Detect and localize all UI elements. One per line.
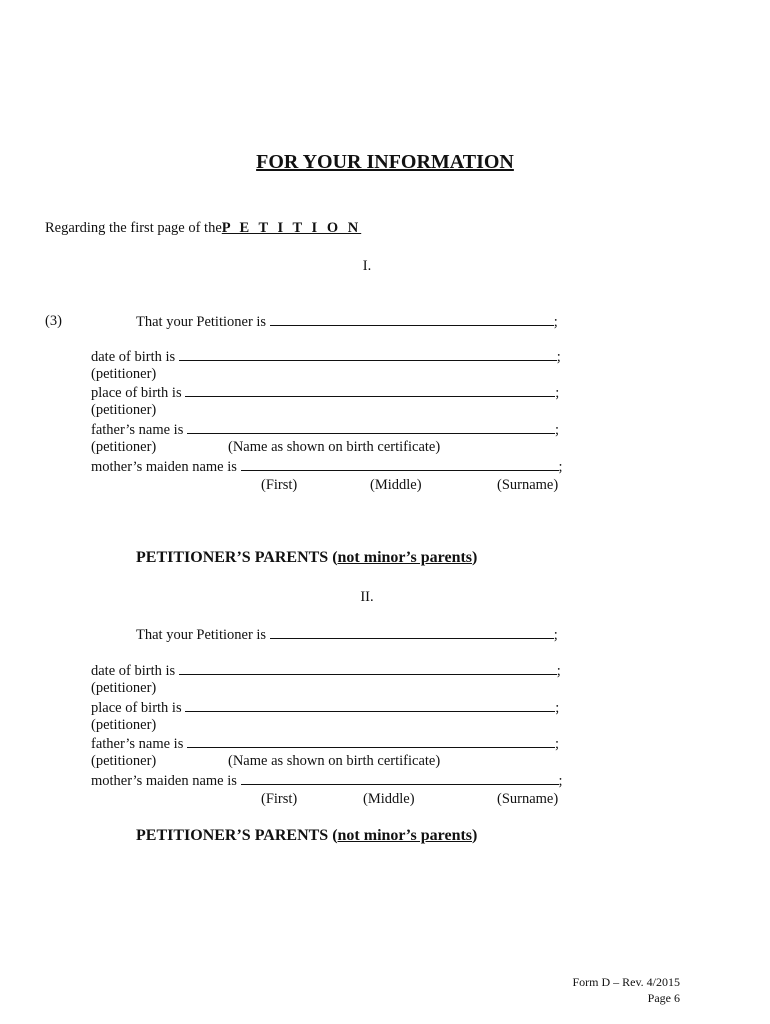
petitioner-label: That your Petitioner is bbox=[136, 627, 267, 643]
heading-text: PETITIONER’S PARENTS ( bbox=[136, 549, 338, 566]
first-note: (First) bbox=[261, 791, 298, 807]
pob-row-2 bbox=[91, 698, 559, 717]
petitioner-note: (petitioner) bbox=[91, 439, 157, 455]
father-label: father’s name is bbox=[91, 736, 184, 752]
name-note: (Name as shown on birth certificate) bbox=[228, 439, 441, 455]
father-label: father’s name is bbox=[91, 422, 184, 438]
surname-note: (Surname) bbox=[497, 477, 559, 493]
item-number: (3) bbox=[45, 313, 62, 329]
mother-blank-1[interactable] bbox=[241, 457, 559, 471]
mother-label: mother’s maiden name is bbox=[91, 459, 237, 475]
name-note: (Name as shown on birth certificate) bbox=[228, 753, 441, 769]
heading-suffix: ) bbox=[472, 549, 478, 566]
petitioner-note: (petitioner) bbox=[91, 753, 157, 769]
intro-text: Regarding the first page of the bbox=[45, 220, 222, 236]
semicolon: ; bbox=[555, 700, 560, 716]
pob-label: place of birth is bbox=[91, 385, 182, 401]
petitioner-note: (petitioner) bbox=[91, 366, 157, 382]
heading-suffix: ) bbox=[472, 827, 478, 844]
mother-blank-2[interactable] bbox=[241, 771, 559, 785]
heading-underlined: not minor’s parents bbox=[337, 827, 473, 844]
semicolon: ; bbox=[554, 422, 559, 438]
father-blank-2[interactable] bbox=[187, 734, 555, 748]
semicolon: ; bbox=[558, 773, 563, 789]
petition-word: P E T I T I O N bbox=[221, 220, 362, 236]
middle-note: (Middle) bbox=[370, 477, 422, 493]
pob-blank-1[interactable] bbox=[185, 383, 555, 397]
father-row-1 bbox=[91, 420, 559, 439]
semicolon: ; bbox=[556, 663, 561, 679]
page-title: FOR YOUR INFORMATION bbox=[256, 151, 514, 173]
dob-blank-1[interactable] bbox=[179, 347, 557, 361]
father-blank-1[interactable] bbox=[187, 420, 555, 434]
heading-text: PETITIONER’S PARENTS ( bbox=[136, 827, 338, 844]
dob-blank-2[interactable] bbox=[179, 661, 557, 675]
petitioner-note: (petitioner) bbox=[91, 402, 157, 418]
pob-blank-2[interactable] bbox=[185, 698, 555, 712]
dob-label: date of birth is bbox=[91, 663, 176, 679]
petitioner-label: That your Petitioner is bbox=[136, 314, 267, 330]
petitioner-row-2 bbox=[136, 625, 558, 644]
semicolon: ; bbox=[556, 349, 561, 365]
mother-label: mother’s maiden name is bbox=[91, 773, 237, 789]
middle-note: (Middle) bbox=[363, 791, 415, 807]
footer-page-number: Page 6 bbox=[647, 991, 680, 1005]
semicolon: ; bbox=[555, 385, 560, 401]
petitioner-note: (petitioner) bbox=[91, 717, 157, 733]
pob-row-1 bbox=[91, 383, 559, 402]
semicolon: ; bbox=[558, 459, 563, 475]
semicolon: ; bbox=[553, 314, 558, 330]
surname-note: (Surname) bbox=[497, 791, 559, 807]
father-row-2 bbox=[91, 734, 559, 753]
section-numeral-1: I. bbox=[362, 258, 372, 274]
semicolon: ; bbox=[553, 627, 558, 643]
section-heading-2 bbox=[136, 827, 477, 845]
intro-line bbox=[45, 219, 361, 237]
mother-row-1 bbox=[91, 457, 563, 476]
pob-label: place of birth is bbox=[91, 700, 182, 716]
mother-row-2 bbox=[91, 771, 563, 790]
dob-label: date of birth is bbox=[91, 349, 176, 365]
dob-row-2 bbox=[91, 661, 561, 680]
petitioner-row-1 bbox=[136, 312, 558, 331]
semicolon: ; bbox=[554, 736, 559, 752]
heading-underlined: not minor’s parents bbox=[337, 549, 473, 566]
petitioner-blank-1[interactable] bbox=[270, 312, 554, 326]
petitioner-note: (petitioner) bbox=[91, 680, 157, 696]
section-heading-1 bbox=[136, 549, 477, 567]
first-note: (First) bbox=[261, 477, 298, 493]
section-numeral-2: II. bbox=[360, 589, 374, 605]
footer-form-revision: Form D – Rev. 4/2015 bbox=[572, 975, 680, 989]
petitioner-blank-2[interactable] bbox=[270, 625, 554, 639]
dob-row-1 bbox=[91, 347, 561, 366]
